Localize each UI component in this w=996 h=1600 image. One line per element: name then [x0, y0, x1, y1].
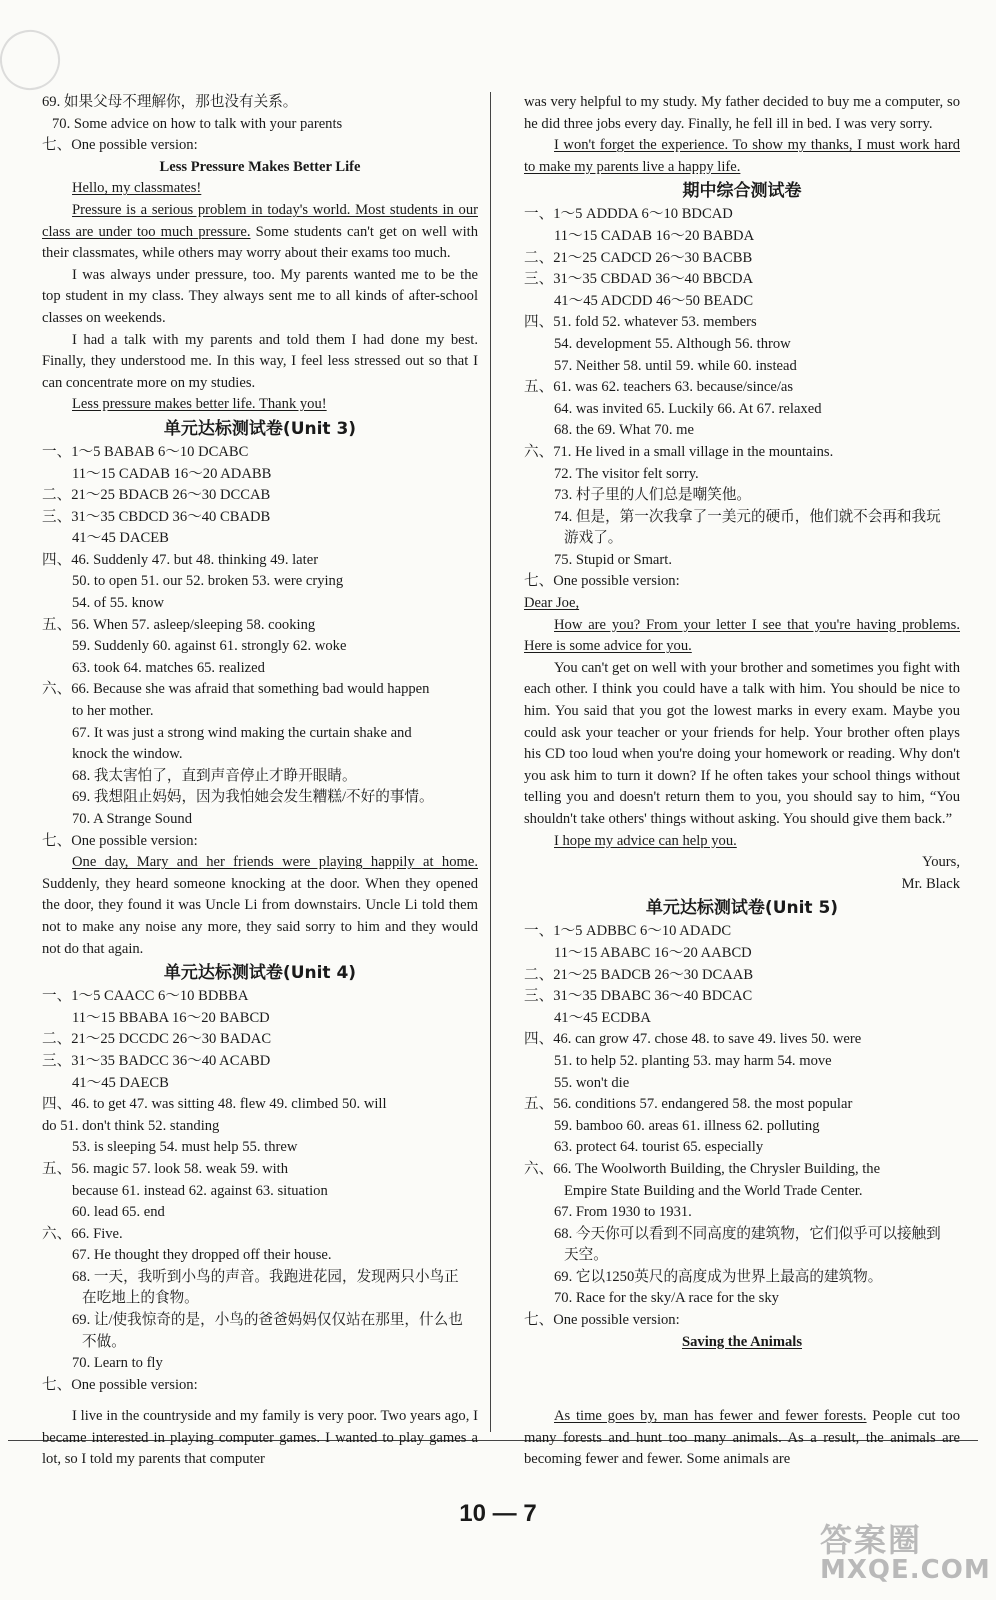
- answer-line: 三、31～35 CBDCD 36～40 CBADB: [42, 508, 271, 525]
- letter-signature: Mr. Black: [901, 875, 960, 892]
- watermark-text: 答案圈: [820, 1521, 923, 1559]
- answer-line: 六、66. Because she was afraid that something bad would happen: [42, 681, 430, 698]
- answer-line: 68. the 69. What 70. me: [554, 422, 694, 439]
- answer-line: 41～45 DAECB: [72, 1074, 169, 1091]
- answer-line: 59. Suddenly 60. against 61. strongly 62. woke: [72, 638, 347, 655]
- answer-line: 67. It was just a strong wind making the curtain shake and: [72, 724, 412, 741]
- section-title-midterm: 期中综合测试卷: [682, 181, 802, 202]
- answer-line: 在吃地上的食物。: [82, 1290, 199, 1307]
- essay-paragraph: I live in the countryside and my family is very poor. Two years ago, I became interested in playing computer games. I wanted to play games a lot, so I told my parents that computer: [42, 1408, 478, 1468]
- answer-line: 五、61. was 62. teachers 63. because/since/as: [524, 379, 794, 396]
- corner-stamp: [0, 22, 68, 99]
- answer-line: because 61. instead 62. against 63. situation: [72, 1182, 328, 1199]
- answer-line: 一、1～5 CAACC 6～10 BDBBA: [42, 988, 249, 1005]
- answer-line: 五、56. When 57. asleep/sleeping 58. cooking: [42, 616, 316, 633]
- answer-line: 七、One possible version:: [42, 832, 198, 849]
- answer-line: 72. The visitor felt sorry.: [554, 465, 699, 482]
- answer-line: 七、One possible version:: [524, 1312, 680, 1329]
- answer-line: 五、56. magic 57. look 58. weak 59. with: [42, 1160, 289, 1177]
- answer-line: 41～45 ADCDD 46～50 BEADC: [554, 292, 754, 309]
- bottom-right-text: [524, 1406, 960, 1471]
- answer-line: 51. to help 52. planting 53. may harm 54. move: [554, 1052, 832, 1069]
- answer-line: 六、71. He lived in a small village in the mountains.: [524, 443, 834, 460]
- answer-line: 63. took 64. matches 65. realized: [72, 659, 265, 676]
- essay-title: Less Pressure Makes Better Life: [159, 158, 361, 175]
- answer-line: 11～15 BBABA 16～20 BABCD: [72, 1009, 270, 1026]
- answer-line: 70. Race for the sky/A race for the sky: [554, 1290, 779, 1307]
- answer-line: 63. protect 64. tourist 65. especially: [554, 1139, 764, 1156]
- answer-line: 二、21～25 CADCD 26～30 BACBB: [524, 249, 753, 266]
- answer-line: 一、1～5 ADBBC 6～10 ADADC: [524, 923, 732, 940]
- answer-line: 三、31～35 DBABC 36～40 BDCAC: [524, 988, 753, 1005]
- answer-line: 73. 村子里的人们总是嘲笑他。: [554, 487, 752, 504]
- answer-line: 70. Some advice on how to talk with your parents: [52, 115, 343, 132]
- essay-greeting: Hello, my classmates!: [72, 180, 202, 197]
- answer-line: do 51. don't think 52. standing: [42, 1117, 220, 1134]
- right-column: [524, 92, 960, 1353]
- answer-line: 69. 如果父母不理解你，那也没有关系。: [42, 94, 298, 110]
- essay-paragraph: As time goes by, man has fewer and fewer forests. People cut too many forests and hunt too many animals. As a result, the animals are becoming fewer and fewer. Some animals are: [524, 1408, 960, 1468]
- essay-closing: Less pressure makes better life. Thank you!: [72, 396, 327, 413]
- answer-line: 70. A Strange Sound: [72, 811, 192, 827]
- essay-paragraph: Pressure is a serious problem in today's world. Most students in our class are under too much pressure. Some students can't get on well with their classmates, while others may worry about their exams too much.: [42, 201, 479, 262]
- answer-line: 游戏了。: [564, 530, 623, 547]
- page-number: 10 — 7: [459, 1500, 537, 1527]
- answer-line: 七、One possible version:: [42, 137, 198, 154]
- answer-line: Empire State Building and the World Trade Center.: [564, 1182, 863, 1199]
- answer-line: 75. Stupid or Smart.: [554, 551, 672, 568]
- section-title-unit3: 单元达标测试卷(Unit 3): [163, 418, 357, 439]
- answer-line: 68. 今天你可以看到不同高度的建筑物，它们似乎可以接触到: [554, 1225, 941, 1242]
- answer-line: 54. of 55. know: [72, 595, 165, 612]
- answer-line: 四、46. can grow 47. chose 48. to save 49. lives 50. were: [524, 1031, 862, 1048]
- watermark-url: MXQE.COM: [820, 1555, 991, 1585]
- answer-line: 一、1～5 BABAB 6～10 DCABC: [42, 443, 249, 460]
- answer-line: 57. Neither 58. until 59. while 60. instead: [554, 357, 797, 374]
- answer-line: 67. From 1930 to 1931.: [554, 1204, 692, 1221]
- answer-line: 53. is sleeping 54. must help 55. threw: [72, 1139, 298, 1156]
- essay-title: Saving the Animals: [681, 1333, 803, 1350]
- essay-paragraph: One day, Mary and her friends were playing happily at home. Suddenly, they heard someone knocking at the door. When they opened the door, they found it was Uncle Li from downstairs. Uncle Li told them not to make any noise any more, they said sorry to him and they would not do that again.: [42, 854, 478, 957]
- answer-line: 一、1～5 ADDDA 6～10 BDCAD: [524, 206, 733, 223]
- answer-line: 55. won't die: [554, 1074, 630, 1091]
- column-divider: [490, 92, 491, 1432]
- answer-line: 68. 我太害怕了，直到声音停止才睁开眼睛。: [72, 767, 357, 784]
- answer-line: 67. He thought they dropped off their house.: [72, 1247, 332, 1264]
- watermark-logo: [820, 1515, 991, 1585]
- answer-line: to her mother.: [72, 703, 154, 720]
- answer-line: 64. was invited 65. Luckily 66. At 67. relaxed: [554, 400, 822, 417]
- answer-line: 二、21～25 DCCDC 26～30 BADAC: [42, 1031, 272, 1048]
- letter-paragraph: I hope my advice can help you.: [554, 832, 737, 849]
- section-title-unit5: 单元达标测试卷(Unit 5): [645, 898, 839, 919]
- answer-line: 54. development 55. Although 56. throw: [554, 335, 791, 352]
- answer-line: 六、66. The Woolworth Building, the Chrysler Building, the: [524, 1160, 881, 1177]
- answer-line: 69. 我想阻止妈妈，因为我怕她会发生糟糕/不好的事情。: [72, 789, 434, 806]
- letter-greeting: Dear Joe,: [524, 595, 580, 612]
- answer-line: 四、46. to get 47. was sitting 48. flew 49. climbed 50. will: [42, 1096, 387, 1113]
- answer-line: 70. Learn to fly: [72, 1355, 163, 1372]
- answer-line: 11～15 CADAB 16～20 BABDA: [554, 227, 755, 244]
- answer-line: 五、56. conditions 57. endangered 58. the most popular: [524, 1096, 853, 1113]
- answer-line: 三、31～35 BADCC 36～40 ACABD: [42, 1052, 271, 1069]
- answer-line: 41～45 DACEB: [72, 530, 169, 547]
- answer-line: 50. to open 51. our 52. broken 53. were crying: [72, 573, 344, 590]
- answer-line: 11～15 ABABC 16～20 AABCD: [554, 944, 752, 961]
- answer-line: 41～45 ECDBA: [554, 1009, 651, 1026]
- answer-line: 69. 它以1250英尺的高度成为世界上最高的建筑物。: [554, 1268, 883, 1285]
- answer-line: 二、21～25 BDACB 26～30 DCCAB: [42, 487, 271, 504]
- answer-line: 60. lead 65. end: [72, 1204, 165, 1221]
- answer-line: 59. bamboo 60. areas 61. illness 62. polluting: [554, 1117, 820, 1134]
- answer-line: 11～15 CADAB 16～20 ADABB: [72, 465, 272, 482]
- letter-paragraph: How are you? From your letter I see that you're having problems. Here is some advice for you.: [524, 616, 960, 655]
- answer-line: 74. 但是，第一次我拿了一美元的硬币，他们就不会再和我玩: [554, 508, 941, 525]
- answer-line: 二、21～25 BADCB 26～30 DCAAB: [524, 966, 754, 983]
- answer-line: 三、31～35 CBDAD 36～40 BBCDA: [524, 271, 754, 288]
- letter-signoff: Yours,: [922, 854, 960, 871]
- answer-line: 不做。: [82, 1333, 126, 1350]
- left-column: [42, 92, 478, 1396]
- essay-paragraph: was very helpful to my study. My father decided to buy me a computer, so he did three jobs every day. Finally, he fell ill in bed. I was very sorry.: [524, 94, 960, 132]
- answer-line: 天空。: [564, 1247, 608, 1264]
- answer-line: 四、46. Suddenly 47. but 48. thinking 49. later: [42, 551, 319, 568]
- section-title-unit4: 单元达标测试卷(Unit 4): [163, 963, 357, 984]
- answer-line: 六、66. Five.: [42, 1225, 123, 1242]
- essay-paragraph: I was always under pressure, too. My parents wanted me to be the top student in my class. They always sent me to all kinds of after-school classes on weekends.: [42, 266, 478, 326]
- answer-line: knock the window.: [72, 746, 183, 763]
- answer-line: 四、51. fold 52. whatever 53. members: [524, 314, 757, 331]
- letter-paragraph: You can't get on well with your brother and sometimes you fight with each other. I think you could have a talk with him. You should be nice to him. You said that you got the lowest marks in every exam. Maybe you could ask your teacher or your friends for help. Your brother often plays his CD too loud when you're doing your homework or reading. Why don't you ask him to turn it down? If he often takes your school things without telling you and doesn't return them to you, you should say to him, “You shouldn't take others' things without asking. You should give them back.”: [524, 659, 960, 827]
- answer-line: 七、One possible version:: [42, 1376, 198, 1393]
- answer-line: 68. 一天，我听到小鸟的声音。我跑进花园，发现两只小鸟正: [72, 1268, 459, 1285]
- answer-line: 69. 让/使我惊奇的是，小鸟的爸爸妈妈仅仅站在那里，什么也: [72, 1312, 463, 1329]
- answer-line: 七、One possible version:: [524, 573, 680, 590]
- essay-paragraph: I won't forget the experience. To show my thanks, I must work hard to make my parents live a happy life.: [524, 137, 960, 175]
- essay-paragraph: I had a talk with my parents and told them I had done my best. Finally, they understood me. In this way, I feel less stressed out so that I can concentrate more on my studies.: [42, 331, 478, 391]
- bottom-left-text: [42, 1406, 478, 1471]
